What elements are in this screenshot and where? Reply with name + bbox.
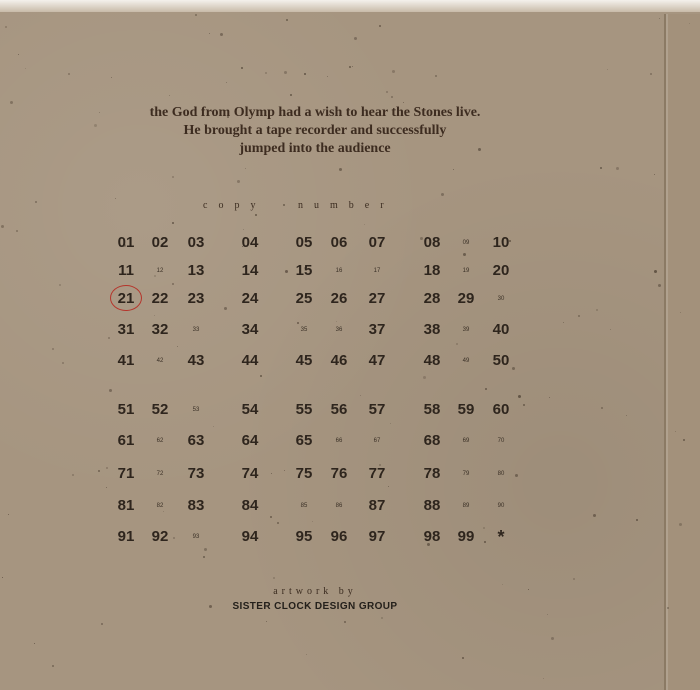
copy-number-88: 88: [423, 497, 441, 514]
paper-speckle: [35, 201, 37, 203]
paper-speckle: [683, 439, 685, 441]
copy-number-58: 58: [423, 401, 441, 418]
copy-number-66: 66: [335, 438, 343, 444]
copy-number-40: 40: [492, 321, 510, 338]
paper-speckle: [364, 224, 365, 225]
copy-number-35: 35: [300, 327, 308, 333]
paper-speckle: [349, 66, 351, 68]
copy-number-92: 92: [151, 528, 169, 545]
paper-speckle: [10, 101, 13, 104]
paper-speckle: [172, 176, 174, 178]
paper-speckle: [277, 522, 279, 524]
paper-speckle: [551, 637, 554, 640]
paper-speckle: [528, 589, 529, 590]
paper-speckle: [392, 70, 395, 73]
copy-number-45: 45: [295, 352, 313, 369]
paper-speckle: [680, 312, 681, 313]
paper-speckle: [453, 169, 454, 170]
top-edge: [0, 0, 700, 12]
headline-line-3: jumped into the audience: [239, 141, 391, 156]
paper-speckle: [266, 621, 267, 622]
paper-speckle: [172, 222, 174, 224]
paper-speckle: [689, 23, 690, 24]
paper-speckle: [2, 577, 3, 578]
paper-speckle: [344, 621, 346, 623]
copy-number-78: 78: [423, 465, 441, 482]
paper-speckle: [220, 33, 223, 36]
copy-number-69: 69: [462, 438, 470, 444]
paper-speckle: [543, 678, 544, 679]
paper-speckle: [547, 614, 548, 615]
paper-speckle: [72, 474, 74, 476]
paper-speckle: [658, 284, 661, 287]
paper-speckle: [304, 73, 306, 75]
copy-number-07: 07: [368, 234, 386, 251]
copy-number-81: 81: [117, 497, 135, 514]
paper-speckle: [172, 283, 174, 285]
copy-number-50: 50: [492, 352, 510, 369]
paper-speckle: [485, 388, 487, 390]
copy-number-85: 85: [300, 503, 308, 509]
copy-number-72: 72: [156, 471, 164, 477]
copy-number-36: 36: [335, 327, 343, 333]
copy-number-39: 39: [462, 327, 470, 333]
copy-number-94: 94: [241, 528, 259, 545]
copy-number-74: 74: [241, 465, 259, 482]
copy-number-09: 09: [462, 240, 470, 246]
copy-number-64: 64: [241, 432, 259, 449]
copy-number-55: 55: [295, 401, 313, 418]
copy-number-98: 98: [423, 528, 441, 545]
paper-speckle: [523, 404, 525, 406]
paper-speckle: [435, 75, 437, 77]
paper-speckle: [573, 578, 575, 580]
paper-speckle: [423, 376, 426, 379]
copy-number-56: 56: [330, 401, 348, 418]
copy-number-48: 48: [423, 352, 441, 369]
copy-number-53: 53: [192, 407, 200, 413]
copy-number-23: 23: [187, 290, 205, 307]
paper-speckle: [265, 72, 267, 74]
copy-number-31: 31: [117, 321, 135, 338]
paper-speckle: [593, 514, 596, 517]
paper-speckle: [390, 423, 391, 424]
paper-speckle: [518, 395, 521, 398]
copy-number-73: 73: [187, 465, 205, 482]
copy-number-26: 26: [330, 290, 348, 307]
headline-line-2: He brought a tape recorder and successfully: [183, 123, 447, 138]
paper-speckle: [578, 315, 580, 317]
paper-speckle: [610, 329, 611, 330]
copy-number-08: 08: [423, 234, 441, 251]
copy-number-22: 22: [151, 290, 169, 307]
artwork-by-label: artwork by: [273, 586, 357, 597]
copy-number-68: 68: [423, 432, 441, 449]
copy-number-30: 30: [497, 296, 505, 302]
copy-number-63: 63: [187, 432, 205, 449]
copy-number-24: 24: [241, 290, 259, 307]
copy-number-02: 02: [151, 234, 169, 251]
paper-speckle: [312, 521, 313, 522]
headline-text: [90, 104, 540, 158]
paper-speckle: [283, 204, 285, 206]
paper-speckle: [18, 54, 19, 55]
paper-speckle: [290, 94, 292, 96]
paper-speckle: [241, 67, 243, 69]
paper-speckle: [224, 307, 227, 310]
copy-number-41: 41: [117, 352, 135, 369]
copy-number-29: 29: [457, 290, 475, 307]
paper-speckle: [306, 654, 307, 655]
paper-speckle: [667, 607, 669, 609]
paper-speckle: [463, 253, 466, 256]
star-mark: *: [497, 527, 505, 547]
paper-speckle: [195, 14, 197, 16]
paper-speckle: [391, 96, 393, 98]
studio-name: SISTER CLOCK DESIGN GROUP: [232, 601, 398, 612]
copy-number-91: 91: [117, 528, 135, 545]
copy-number-01: 01: [117, 234, 135, 251]
paper-speckle: [626, 415, 627, 416]
copy-number-28: 28: [423, 290, 441, 307]
paper-speckle: [52, 348, 54, 350]
paper-speckle: [381, 617, 383, 619]
paper-speckle: [462, 657, 464, 659]
copy-number-51: 51: [117, 401, 135, 418]
paper-speckle: [226, 82, 227, 83]
paper-speckle: [34, 643, 35, 644]
copy-number-19: 19: [462, 268, 470, 274]
copy-number-89: 89: [462, 503, 470, 509]
copy-number-80: 80: [497, 471, 505, 477]
paper-speckle: [271, 473, 272, 474]
paper-speckle: [245, 168, 246, 169]
paper-speckle: [204, 548, 207, 551]
paper-speckle: [654, 270, 657, 273]
copy-number-12: 12: [156, 268, 164, 274]
paper-speckle: [650, 73, 652, 75]
paper-speckle: [339, 168, 342, 171]
copy-number-70: 70: [497, 438, 505, 444]
copy-number-76: 76: [330, 465, 348, 482]
paper-speckle: [8, 514, 9, 515]
copy-number-27: 27: [368, 290, 386, 307]
copy-number-43: 43: [187, 352, 205, 369]
paper-speckle: [386, 91, 388, 93]
copy-number-99: 99: [457, 528, 475, 545]
copy-number-87: 87: [368, 497, 386, 514]
headline-line-1: the God from Olymp had a wish to hear the Stones live.: [149, 105, 481, 120]
copy-number-82: 82: [156, 503, 164, 509]
copy-number-34: 34: [241, 321, 259, 338]
copy-number-04: 04: [241, 234, 259, 251]
paper-speckle: [456, 343, 458, 345]
copy-number-03: 03: [187, 234, 205, 251]
paper-speckle: [549, 397, 550, 398]
copy-number-14: 14: [241, 262, 259, 279]
copy-number-13: 13: [187, 262, 205, 279]
copy-number-38: 38: [423, 321, 441, 338]
paper-speckle: [109, 389, 112, 392]
paper-speckle: [5, 26, 7, 28]
paper-speckle: [115, 198, 116, 199]
paper-speckle: [154, 315, 155, 316]
copy-number-57: 57: [368, 401, 386, 418]
paper-speckle: [286, 19, 288, 21]
paper-speckle: [98, 470, 100, 472]
copy-number-21: 21: [117, 290, 135, 307]
paper-speckle: [1, 225, 4, 228]
copy-number-05: 05: [295, 234, 313, 251]
paper-speckle: [601, 407, 603, 409]
copy-number-49: 49: [462, 358, 470, 364]
copy-number-60: 60: [492, 401, 510, 418]
copy-number-59: 59: [457, 401, 475, 418]
copy-number-44: 44: [241, 352, 259, 369]
paper-speckle: [203, 556, 205, 558]
paper-speckle: [106, 487, 107, 488]
paper-speckle: [243, 229, 244, 230]
copy-number-47: 47: [368, 352, 386, 369]
copy-number-15: 15: [295, 262, 313, 279]
paper-speckle: [270, 516, 272, 518]
paper-speckle: [62, 362, 64, 364]
copy-number-16: 16: [335, 268, 343, 274]
copy-number-20: 20: [492, 262, 510, 279]
copy-number-37: 37: [368, 321, 386, 338]
copy-label: copy: [203, 200, 267, 211]
paper-speckle: [596, 309, 598, 311]
copy-number-86: 86: [335, 503, 343, 509]
copy-number-79: 79: [462, 471, 470, 477]
number-label: number: [298, 200, 395, 211]
paper-speckle: [379, 25, 381, 27]
paper-speckle: [177, 346, 178, 347]
copy-number-54: 54: [241, 401, 259, 418]
paper-speckle: [360, 395, 361, 396]
paper-speckle: [659, 18, 660, 19]
paper-speckle: [600, 167, 602, 169]
copy-number-75: 75: [295, 465, 313, 482]
paper-speckle: [255, 214, 257, 216]
paper-speckle: [388, 486, 389, 487]
paper-speckle: [563, 322, 564, 323]
paper-speckle: [502, 584, 503, 585]
paper-speckle: [25, 68, 26, 69]
paper-speckle: [59, 284, 61, 286]
paper-speckle: [284, 71, 287, 74]
copy-number-17: 17: [373, 268, 381, 274]
right-flap: [664, 14, 700, 690]
copy-number-10: 10: [492, 234, 510, 251]
copy-number-25: 25: [295, 290, 313, 307]
copy-number-42: 42: [156, 358, 164, 364]
copy-number-52: 52: [151, 401, 169, 418]
paper-speckle: [273, 577, 275, 579]
paper-speckle: [352, 66, 353, 67]
copy-number-62: 62: [156, 438, 164, 444]
copy-number-06: 06: [330, 234, 348, 251]
paper-speckle: [403, 102, 404, 103]
copy-number-96: 96: [330, 528, 348, 545]
copy-number-65: 65: [295, 432, 313, 449]
copy-number-18: 18: [423, 262, 441, 279]
copy-number-11: 11: [118, 262, 134, 279]
paper-speckle: [213, 426, 214, 427]
paper-speckle: [327, 76, 328, 77]
paper-speckle: [101, 623, 103, 625]
copy-number-97: 97: [368, 528, 386, 545]
paper-speckle: [607, 69, 608, 70]
paper-speckle: [16, 230, 18, 232]
paper-speckle: [68, 73, 70, 75]
paper-speckle: [675, 431, 676, 432]
paper-speckle: [654, 174, 655, 175]
copy-number-93: 93: [192, 534, 200, 540]
copy-number-77: 77: [368, 465, 386, 482]
paper-speckle: [260, 375, 262, 377]
paper-speckle: [354, 37, 357, 40]
copy-number-83: 83: [187, 497, 205, 514]
copy-number-32: 32: [151, 321, 169, 338]
paper-speckle: [441, 193, 444, 196]
paper-speckle: [111, 77, 112, 78]
copy-number-46: 46: [330, 352, 348, 369]
paper-speckle: [169, 95, 170, 96]
paper-speckle: [237, 180, 240, 183]
copy-number-71: 71: [117, 465, 135, 482]
copy-number-84: 84: [241, 497, 259, 514]
paper-speckle: [616, 167, 619, 170]
copy-number-67: 67: [373, 438, 381, 444]
paper-speckle: [679, 523, 682, 526]
copy-number-33: 33: [192, 327, 200, 333]
paper-speckle: [636, 519, 638, 521]
copy-number-90: 90: [497, 503, 505, 509]
copy-number-61: 61: [117, 432, 135, 449]
paper-speckle: [52, 665, 54, 667]
paper-speckle: [209, 33, 210, 34]
copy-number-95: 95: [295, 528, 313, 545]
